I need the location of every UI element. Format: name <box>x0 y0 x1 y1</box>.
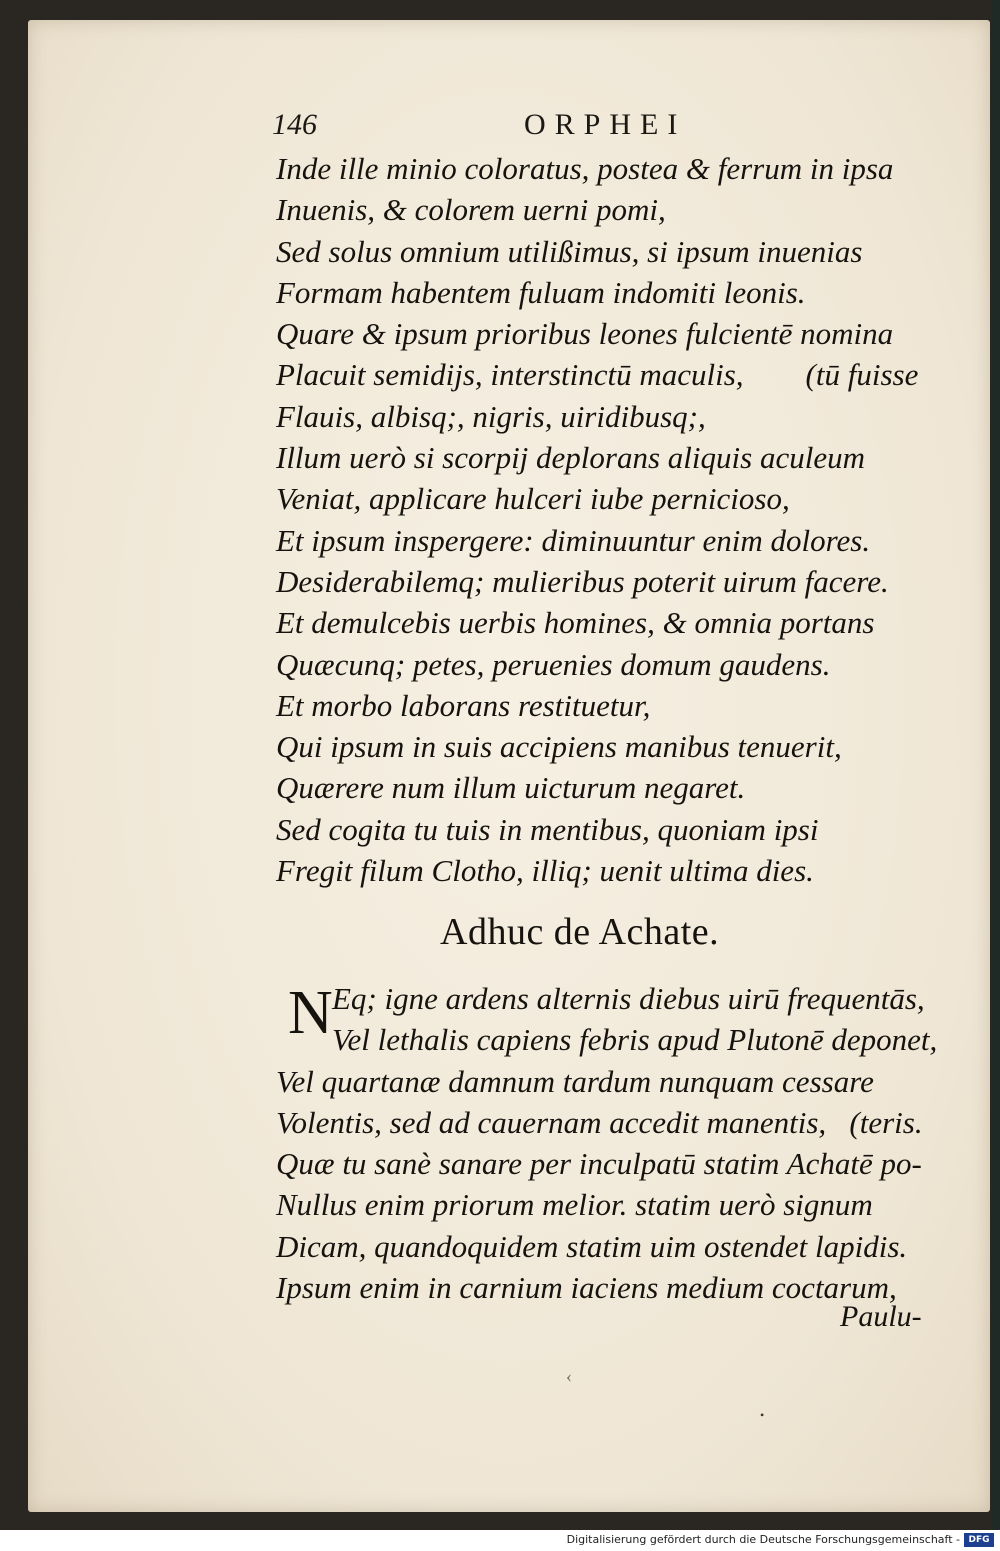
verse-line: Quæ tu sanè sanare per inculpatū statim Achatē po- <box>276 1146 922 1182</box>
verse-line: Et ipsum inspergere: diminuuntur enim dolores. <box>276 522 871 558</box>
verse-line: Dicam, quandoquidem statim uim ostendet lapidis. <box>276 1228 908 1264</box>
verse-line: Et morbo laborans restituetur, <box>276 687 651 723</box>
verse-line: Desiderabilemq; mulieribus poterit uirum facere. <box>276 563 889 599</box>
verse-line: Veniat, applicare hulceri iube pernicioso, <box>276 481 790 517</box>
verse-line: Fregit filum Clotho, illiq; uenit ultima dies. <box>276 853 814 889</box>
verse-line: Formam habentem fuluam indomiti leonis. <box>276 274 806 310</box>
verse-line: Volentis, sed ad cauernam accedit manentis, (teris. <box>276 1104 923 1140</box>
section-heading: Adhuc de Achate. <box>440 911 720 953</box>
verse-line: Quærere num illum uicturum negaret. <box>276 770 746 806</box>
verse-line: Illum uerò si scorpij deplorans aliquis aculeum <box>276 440 865 476</box>
stray-mark: • <box>760 1408 765 1422</box>
verse-line: Nullus enim priorum melior. statim uerò signum <box>276 1187 873 1223</box>
verse-line: Inuenis, & colorem uerni pomi, <box>276 192 666 228</box>
verse-line: Placuit semidijs, interstinctū maculis, (tū fuisse <box>276 357 919 393</box>
verse-line: Vel lethalis capiens febris apud Plutonē deponet, <box>332 1022 938 1058</box>
verse-line: Et demulcebis uerbis homines, & omnia portans <box>276 605 875 641</box>
verse-line: Sed cogita tu tuis in mentibus, quoniam ipsi <box>276 811 819 847</box>
footer-credit: Digitalisierung gefördert durch die Deutsche Forschungsgemeinschaft - <box>566 1533 960 1546</box>
verse-line: Vel quartanæ damnum tardum nunquam cessare <box>276 1063 874 1099</box>
page-number: 146 <box>272 108 317 141</box>
dfg-logo: DFG <box>964 1533 994 1547</box>
verse-block-2 <box>276 978 956 1308</box>
verse-line: Flauis, albisq;, nigris, uiridibusq;, <box>276 398 706 434</box>
verse-block-1 <box>276 148 956 891</box>
book-cover-edge <box>992 0 1000 1530</box>
verse-line: Eq; igne ardens alternis diebus uirū frequentās, <box>332 981 925 1016</box>
running-title: ORPHEI <box>524 108 687 141</box>
verse-line: Qui ipsum in suis accipiens manibus tenuerit, <box>276 729 842 765</box>
verse-line: Sed solus omnium utilißimus, si ipsum inuenias <box>276 233 863 269</box>
drop-cap: N <box>288 979 333 1047</box>
verse-line: Inde ille minio coloratus, postea & ferrum in ipsa <box>276 151 894 186</box>
catchword: Paulu- <box>840 1300 922 1333</box>
stray-mark: ‹ <box>566 1366 572 1386</box>
verse-line: Ipsum enim in carnium iaciens medium coctarum, <box>276 1270 897 1306</box>
page-header <box>272 108 932 148</box>
verse-line: Quare & ipsum prioribus leones fulcientē nomina <box>276 316 894 352</box>
verse-line: Quæcunq; petes, peruenies domum gaudens. <box>276 646 831 682</box>
